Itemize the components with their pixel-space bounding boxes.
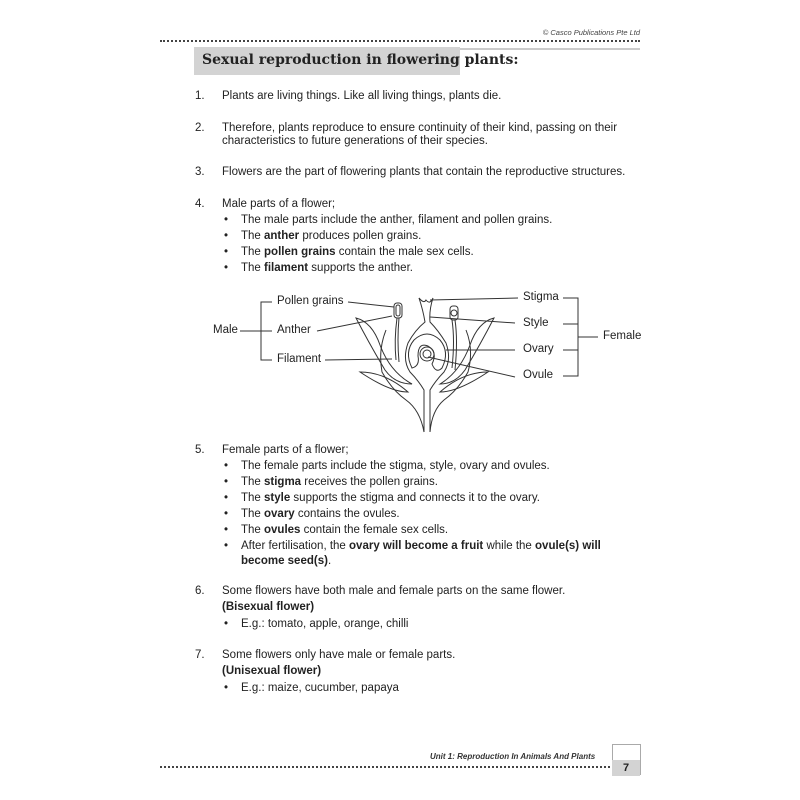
bullet-icon: • xyxy=(224,214,229,226)
item-subheading: (Bisexual flower) xyxy=(222,601,315,613)
footer-unit-title: Unit 1: Reproduction In Animals And Plants xyxy=(430,752,596,761)
bullet-text: The anther produces pollen grains. xyxy=(241,230,422,242)
bullet-text: The stigma receives the pollen grains. xyxy=(241,476,438,488)
style-leader xyxy=(430,317,515,323)
item-text: Some flowers have both male and female parts on the same flower. xyxy=(222,585,566,597)
bullet-text: The female parts include the stigma, style, ovary and ovules. xyxy=(241,460,550,472)
bullet-icon: • xyxy=(224,492,229,504)
filament-leader xyxy=(325,359,392,360)
bullet-icon: • xyxy=(224,246,229,258)
bullet-text: E.g.: maize, cucumber, papaya xyxy=(241,682,399,694)
section-title: Sexual reproduction in flowering plants: xyxy=(202,52,519,68)
page-number: 7 xyxy=(612,760,640,776)
flower-drawing xyxy=(356,298,494,432)
item-number: 3. xyxy=(195,166,205,178)
item-number: 5. xyxy=(195,444,205,456)
bullet-icon: • xyxy=(224,682,229,694)
label-ovary: Ovary xyxy=(523,343,554,355)
item-number: 4. xyxy=(195,198,205,210)
item-text: Flowers are the part of flowering plants that contain the reproductive structures. xyxy=(222,166,626,178)
bullet-icon: • xyxy=(224,524,229,536)
label-filament: Filament xyxy=(277,353,322,365)
bullet-icon: • xyxy=(224,618,229,630)
bullet-text: The style supports the stigma and connects it to the ovary. xyxy=(241,492,540,504)
bullet-text: The pollen grains contain the male sex cells. xyxy=(241,246,474,258)
bullet-text: The ovules contain the female sex cells. xyxy=(241,524,449,536)
item-text: Female parts of a flower; xyxy=(222,444,349,456)
label-stigma: Stigma xyxy=(523,291,559,303)
bullet-text: The male parts include the anther, filament and pollen grains. xyxy=(241,214,553,226)
item-number: 1. xyxy=(195,90,205,102)
bullet-text: The ovary contains the ovules. xyxy=(241,508,400,520)
label-ovule: Ovule xyxy=(523,369,554,381)
bullet-text: E.g.: tomato, apple, orange, chilli xyxy=(241,618,409,630)
bullet-icon: • xyxy=(224,508,229,520)
publisher-credit: © Casco Publications Pte Ltd xyxy=(542,28,640,37)
label-anther: Anther xyxy=(277,324,311,336)
item-text: Male parts of a flower; xyxy=(222,198,336,210)
item-subheading: (Unisexual flower) xyxy=(222,665,322,677)
male-bracket xyxy=(240,302,272,360)
footer-divider xyxy=(160,766,610,768)
bullet-icon: • xyxy=(224,262,229,274)
stigma-leader xyxy=(430,298,518,300)
label-male: Male xyxy=(213,324,238,336)
item-number: 6. xyxy=(195,585,205,597)
item-text: Therefore, plants reproduce to ensure continuity of their kind, passing on their characteristics to future generations of their species. xyxy=(222,122,618,147)
item-text: Some flowers only have male or female parts. xyxy=(222,649,456,661)
pollen-leader xyxy=(348,302,394,307)
item-text: Plants are living things. Like all living things, plants die. xyxy=(222,90,502,102)
item-number: 7. xyxy=(195,649,205,661)
anther-leader xyxy=(317,316,392,331)
bullet-icon: • xyxy=(224,460,229,472)
label-style: Style xyxy=(523,317,549,329)
bullet-icon: • xyxy=(224,476,229,488)
bullet-icon: • xyxy=(224,230,229,242)
bullet-icon: • xyxy=(224,540,229,552)
label-pollen-grains: Pollen grains xyxy=(277,295,344,307)
female-bracket xyxy=(563,298,598,376)
item-number: 2. xyxy=(195,122,205,134)
label-female: Female xyxy=(603,330,642,342)
bullet-text: After fertilisation, the ovary will become a fruit while the ovule(s) will become seed(s). xyxy=(241,540,601,567)
bullet-text: The filament supports the anther. xyxy=(241,262,413,274)
